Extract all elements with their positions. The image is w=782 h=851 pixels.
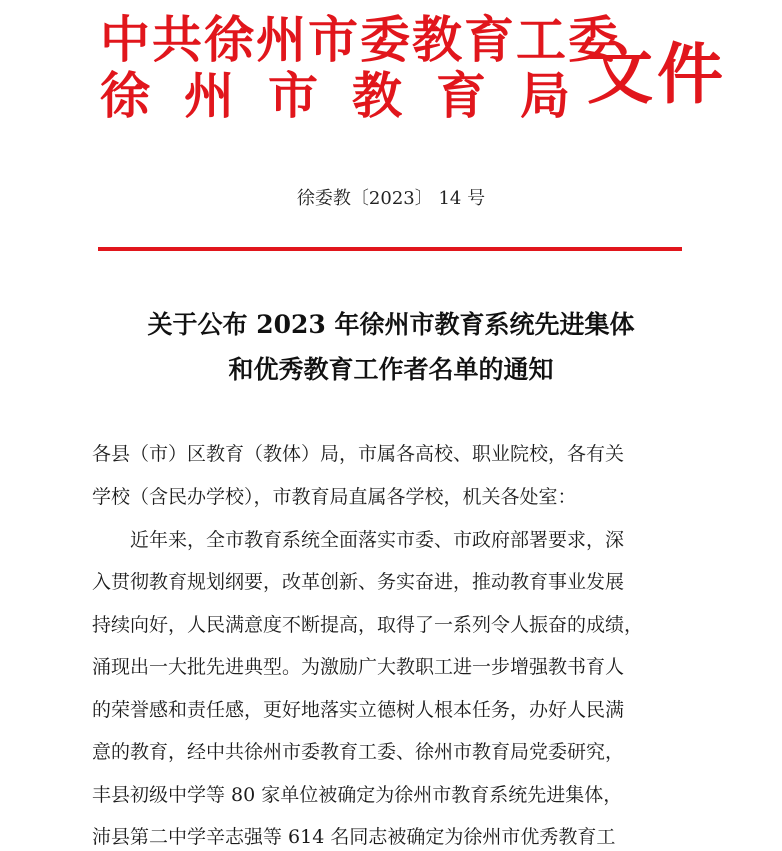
body-line: 意的教育，经中共徐州市委教育工委、徐州市教育局党委研究， xyxy=(92,741,625,763)
issuer-line-2: 徐州市教育局 xyxy=(100,67,604,125)
document-number: 徐委教〔2023〕 14 号 xyxy=(296,188,486,209)
document-title-line-2: 和优秀教育工作者名单的通知 xyxy=(228,355,554,384)
body-line: 学校（含民办学校），市教育局直属各学校，机关各处室： xyxy=(92,486,577,508)
document-type-label: 文件 xyxy=(587,36,727,113)
body-line: 丰县初级中学等 80 家单位被确定为徐州市教育系统先进集体， xyxy=(92,784,623,806)
body-line: 持续向好，人民满意度不断提高，取得了一系列令人振奋的成绩， xyxy=(92,614,644,636)
body-line: 的荣誉感和责任感，更好地落实立德树人根本任务，办好人民满 xyxy=(92,699,625,721)
document-title-line-1: 关于公布 2023 年徐州市教育系统先进集体 xyxy=(147,310,635,339)
issuer-line-1: 中共徐州市委教育工委 xyxy=(100,11,620,69)
body-line: 近年来，全市教育系统全面落实市委、市政府部署要求，深 xyxy=(92,529,625,551)
document-header xyxy=(100,8,760,130)
body-line: 各县（市）区教育（教体）局，市属各高校、职业院校，各有关 xyxy=(92,443,625,465)
body-line: 涌现出一大批先进典型。为激励广大教职工进一步增强教书育人 xyxy=(92,656,625,678)
red-divider-rule xyxy=(98,247,682,251)
body-line: 沛县第二中学辛志强等 614 名同志被确定为徐州市优秀教育工 xyxy=(92,826,616,848)
body-line: 入贯彻教育规划纲要，改革创新、务实奋进，推动教育事业发展 xyxy=(92,571,625,593)
